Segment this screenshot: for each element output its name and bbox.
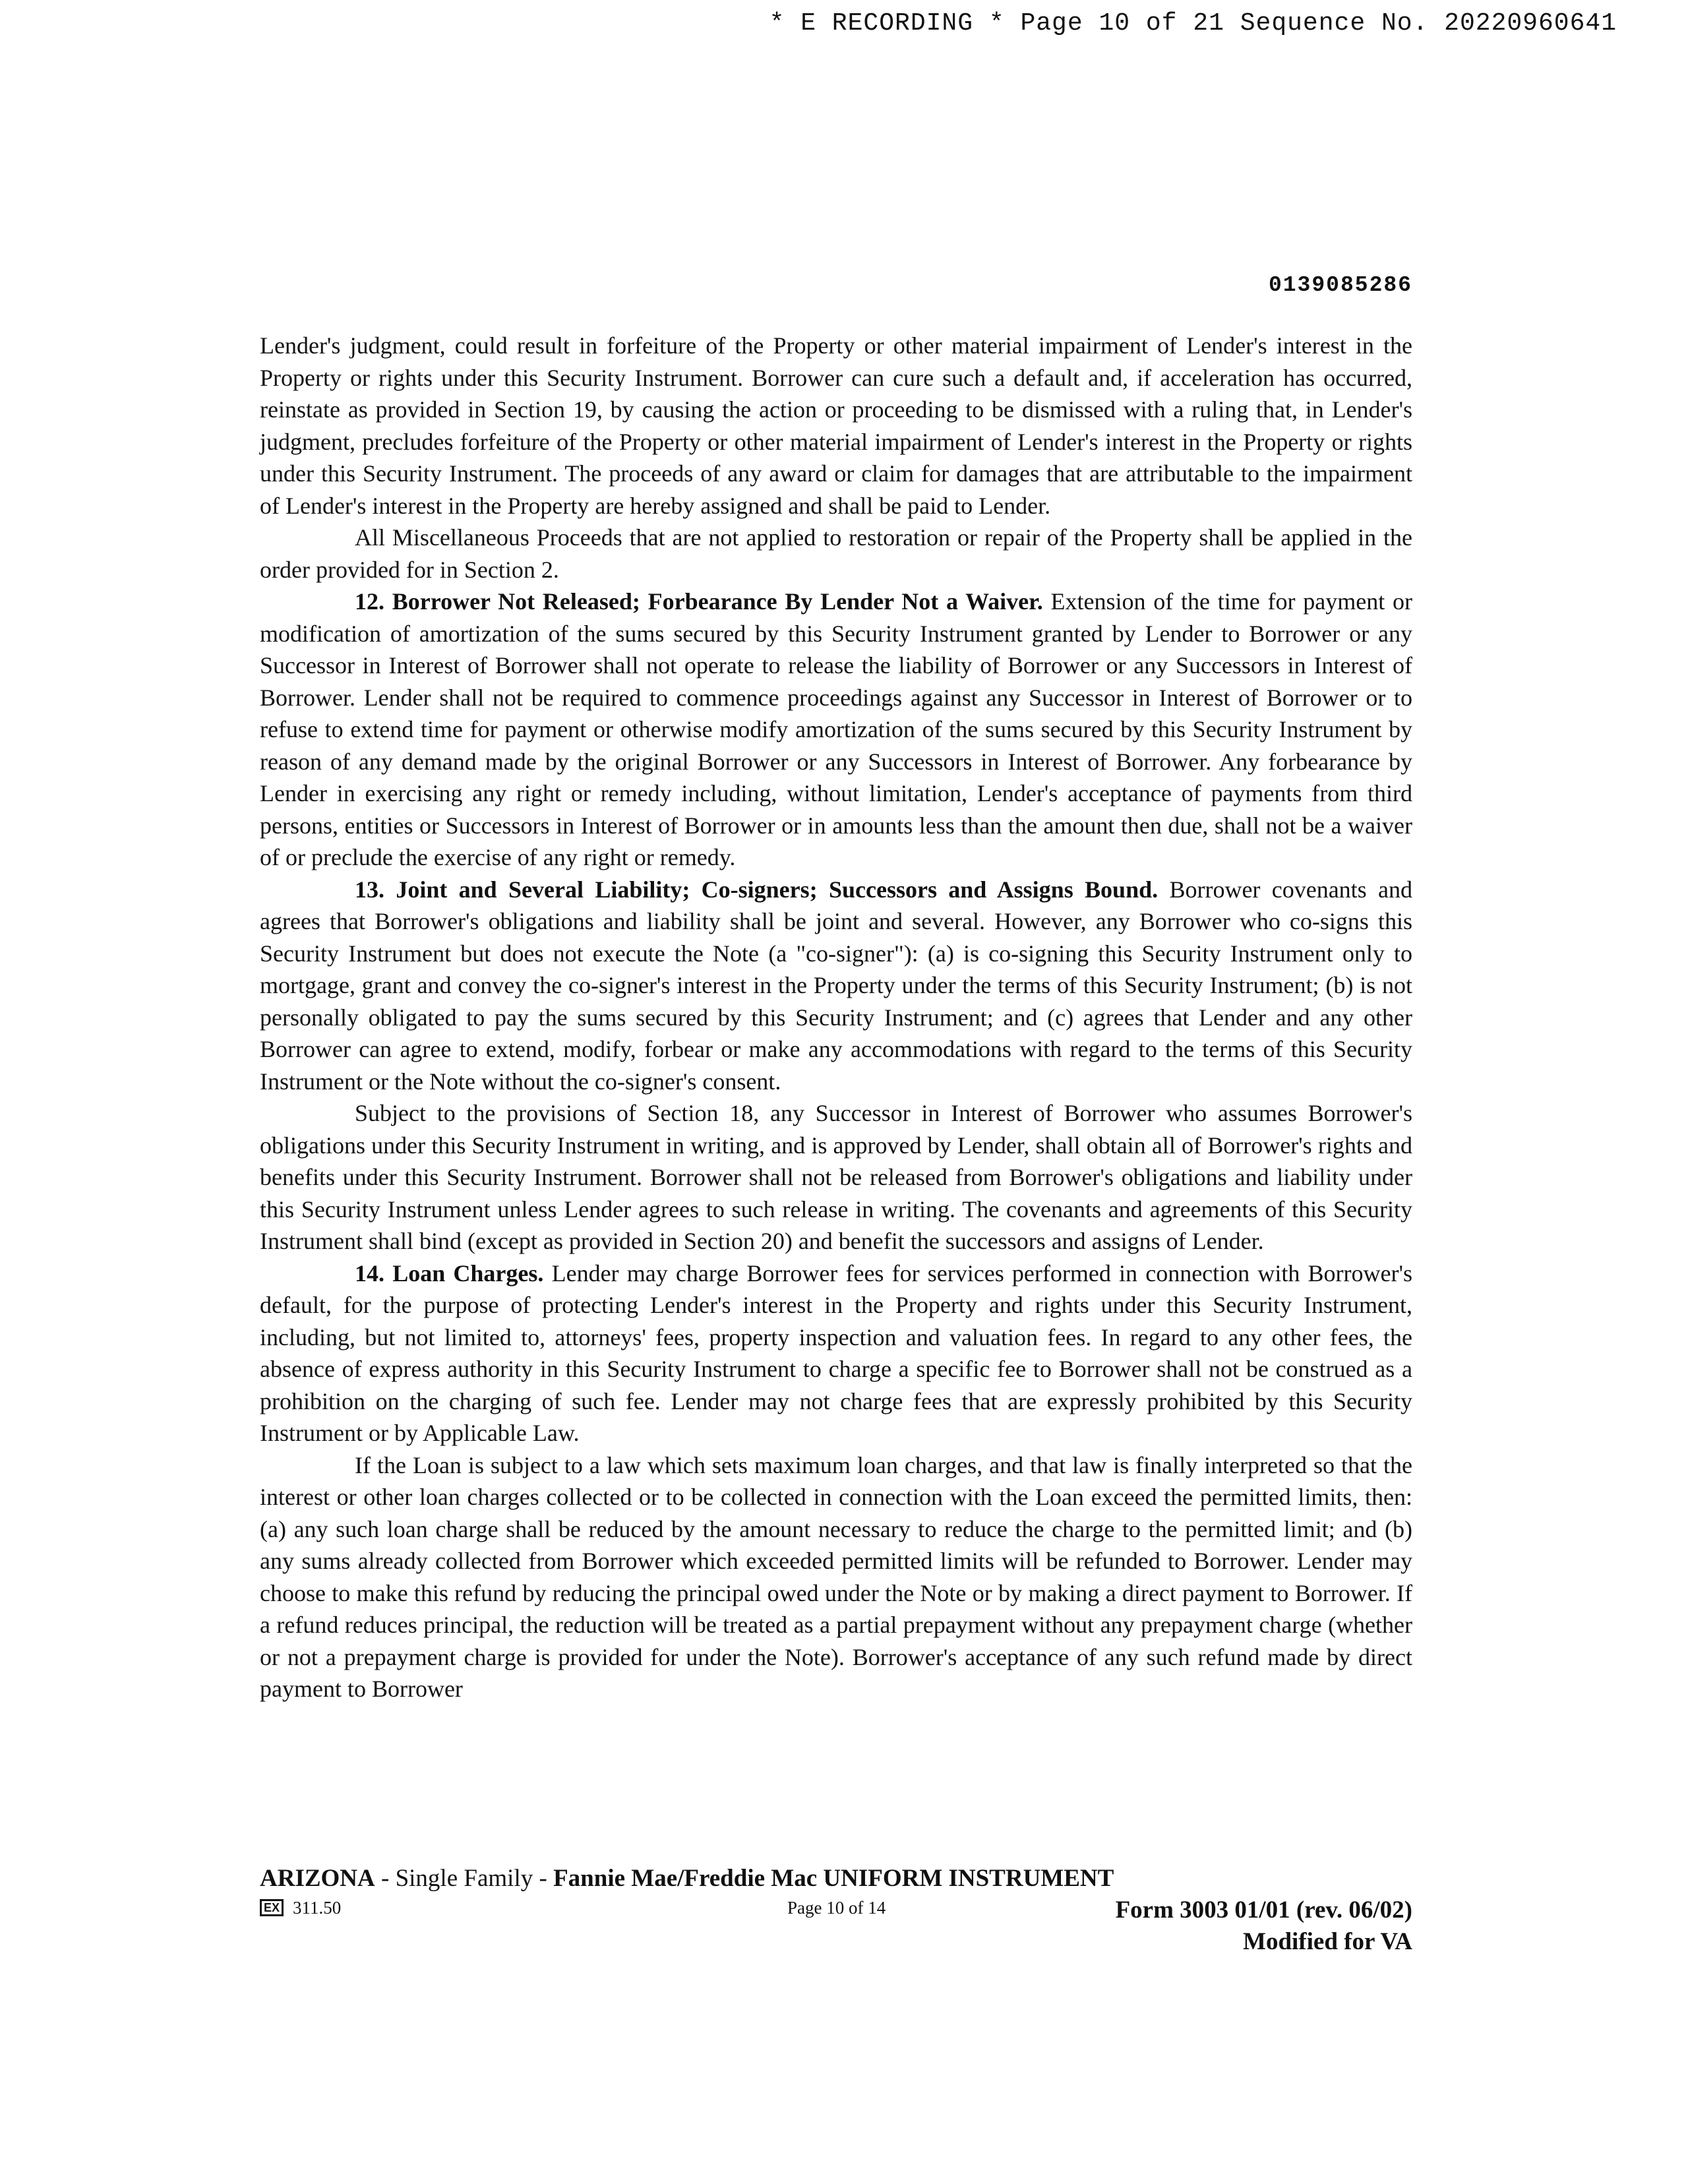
footer-instrument: Fannie Mae/Freddie Mac UNIFORM INSTRUMENT [553,1865,1114,1892]
section-13-text: Borrower covenants and agrees that Borrower's obligations and liability shall be joint and several. However, any Borrower who co-signs this Security Instrument but does not execute the Note (a "co-signer"): (a) is co-signing this Security Instrument only to mortgage, grant and convey the co-signer's interest in the Property under the terms of this Security Instrument; (b) is not personally obligated to pay the sums secured by this Security Instrument; and (c) agrees that Lender and any other Borrower can agree to extend, modify, forbear or make any accommodations with regard to the terms of this Security Instrument or the Note without the co-signer's consent. [260,876,1412,1095]
paragraph-miscellaneous-proceeds: All Miscellaneous Proceeds that are not applied to restoration or repair of the Property shall be applied in the order provided for in Section 2. [260,524,1412,583]
footer-family: Single Family [395,1865,533,1892]
footer-row [260,1895,1412,1927]
footer-separator: - [375,1865,396,1892]
section-12-heading: 12. Borrower Not Released; Forbearance By Lender Not a Waiver. [355,588,1043,615]
section-14-text: Lender may charge Borrower fees for services performed in connection with Borrower's default, for the purpose of protecting Lender's interest in the Property and rights under this Security Instrument, including, but not limited to, attorneys' fees, property inspection and valuation fees. In regard to any other fees, the absence of express authority in this Security Instrument to charge a specific fee to Borrower shall not be construed as a prohibition on the charging of such fee. Lender may not charge fees that are expressly prohibited by this Security Instrument or by Applicable Law. [260,1259,1412,1446]
footer-state: ARIZONA [260,1865,375,1892]
footer-title [260,1864,1412,1894]
section-12-text: Extension of the time for payment or modification of amortization of the sums secured by this Security Instrument granted by Lender to Borrower or any Successor in Interest of Borrower shall not operate to release the liability of Borrower or any Successors in Interest of Borrower. Lender shall not be required to commence proceedings against any Successor in Interest of Borrower or to refuse to extend time for payment or otherwise modify amortization of the sums secured by this Security Instrument by reason of any demand made by the original Borrower or any Successors in Interest of Borrower. Any forbearance by Lender in exercising any right or remedy including, without limitation, Lender's acceptance of payments from third persons, entities or Successors in Interest of Borrower or in amounts less than the amount then due, shall not be a waiver of or preclude the exercise of any right or remedy. [260,588,1412,870]
form-code-number: 311.50 [293,1898,342,1918]
footer-separator: - [533,1865,554,1892]
section-14 [260,1258,1412,1449]
loan-number: 0139085286 [1268,273,1412,297]
section-12 [260,586,1412,874]
section-13-heading: 13. Joint and Several Liability; Co-signers; Successors and Assigns Bound. [355,876,1159,903]
section-13 [260,874,1412,1098]
document-body [260,330,1412,1705]
page-footer [260,1864,1412,1957]
ex-logo-icon: EX [260,1899,284,1916]
page-number: Page 10 of 14 [787,1898,886,1918]
paragraph-successors: Subject to the provisions of Section 18, any Successor in Interest of Borrower who assumes Borrower's obligations under this Security Instrument in writing, and is approved by Lender, shall obtain all of Borrower's rights and benefits under this Security Instrument. Borrower shall not be released from Borrower's obligations and liability under this Security Instrument unless Lender agrees to such release in writing. The covenants and agreements of this Security Instrument shall bind (except as provided in Section 20) and benefit the successors and assigns of Lender. [260,1100,1412,1254]
paragraph-maximum-loan-charges: If the Loan is subject to a law which sets maximum loan charges, and that law is finally interpreted so that the interest or other loan charges collected or to be collected in connection with the Loan exceed the permitted limits, then: (a) any such loan charge shall be reduced by the amount necessary to reduce the charge to the permitted limit; and (b) any sums already collected from Borrower which exceeded permitted limits will be refunded to Borrower. Lender may choose to make this refund by reducing the principal owed under the Note or by making a direct payment to Borrower. If a refund reduces principal, the reduction will be treated as a partial prepayment without any prepayment charge (whether or not a prepayment charge is provided for under the Note). Borrower's acceptance of any such refund made by direct payment to Borrower [260,1451,1412,1702]
recording-stamp: * E RECORDING * Page 10 of 21 Sequence No. 20220960641 [769,9,1617,38]
section-14-heading: 14. Loan Charges. [355,1259,544,1287]
paragraph-continuation: Lender's judgment, could result in forfeiture of the Property or other material impairment of Lender's interest in the Property or rights under this Security Instrument. Borrower can cure such a default and, if acceleration has occurred, reinstate as provided in Section 19, by causing the action or proceeding to be dismissed with a ruling that, in Lender's judgment, precludes forfeiture of the Property or other material impairment of Lender's interest in the Property or rights under this Security Instrument. The proceeds of any award or claim for damages that are attributable to the impairment of Lender's interest in the Property are hereby assigned and shall be paid to Lender. [260,332,1412,519]
form-modified-note: Modified for VA [1243,1928,1412,1955]
form-code [260,1898,341,1918]
form-number: Form 3003 01/01 (rev. 06/02) [1115,1896,1412,1924]
